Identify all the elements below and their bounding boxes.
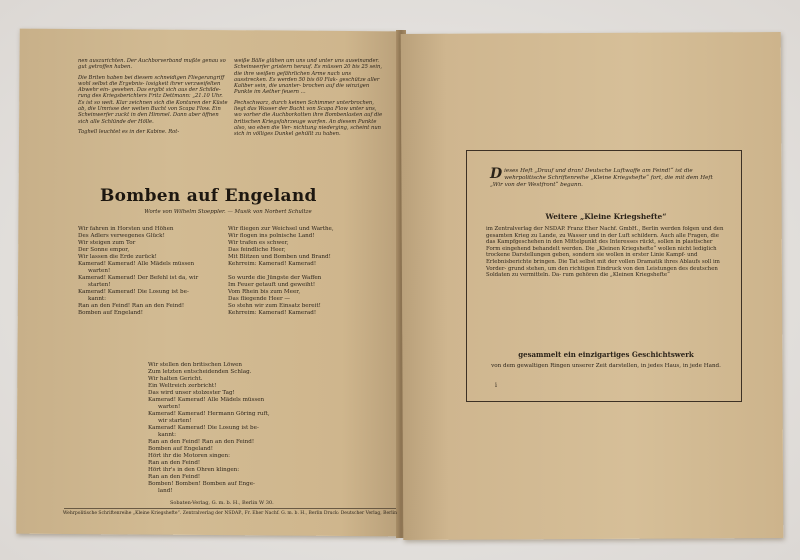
poem-line: warten! <box>88 268 111 274</box>
paragraph: Taghell leuchtet es in der Kabine. Rot- <box>78 128 180 135</box>
poem-line: Das wird unser stolzester Tag! <box>148 390 235 396</box>
paragraph: Pechschwarz, durch keinen Schimmer unterbrochen, liegt das Wasser der Bucht von Scapa Flow unter uns, wo vorher die Auchborkotten ihre Bombenlasten auf die britischen Kriegsfahrzeuge warfen. An diesem Punkte also, wo eben die Ver- nichtung niederging, scheint nun sich in völliges Dunkel gehüllt zu haben. <box>234 99 383 138</box>
poem-verse-3 <box>148 362 298 495</box>
advert-subheading: gesammelt ein einzigartiges Geschichtswerk <box>518 350 694 359</box>
poem-line: So stehn wir zum Einsatz bereit! <box>228 303 321 309</box>
poem-line: Wir stellen den britischen Löwen <box>148 362 243 368</box>
poem-line: Wir halten Gericht. <box>148 376 203 382</box>
poem-line: Kamerad! Kamerad! Der Befehl ist da, wir <box>78 275 199 281</box>
page-mark: i <box>495 382 497 389</box>
drop-cap: D <box>490 166 503 182</box>
poem-verse-1 <box>78 226 223 317</box>
poem-line: Das fliegende Heer — <box>228 296 291 302</box>
song-credits: Worte von Wilhelm Stoeppler. — Musik von Norbert Schultze <box>144 209 312 215</box>
poem-line <box>228 268 378 275</box>
poem-line: Bomben auf Engeland! <box>148 446 213 452</box>
poem-line: Kamerad! Kamerad! Alle Mädels müssen <box>148 397 265 403</box>
poem-line: kannt: <box>88 296 107 302</box>
poem-line: kannt: <box>158 432 177 438</box>
poem-line: Kamerad! Kamerad! Hermann Göring ruft, <box>148 411 270 417</box>
poem-line: Wir flogen ins polnische Land! <box>228 233 315 239</box>
left-text-column-1 <box>78 58 228 139</box>
footer-divider <box>64 508 396 509</box>
poem-line: Das feindliche Heer, <box>228 247 286 253</box>
paragraph: weiße Bälle glühen um uns und unter uns auseinander. Scheinwerfer gristern herauf. Es müssen 20 bis 25 sein, die ihre weißen gefährlichen Arme nach uns ausstrecken. Es werden 50 bis 60 Flak- geschütze aller Kaliber sein, die unanter- brochen auf die winzigen Punkte im Aether feuern ... <box>234 58 382 96</box>
poem-line: Der Sonne empor, <box>78 247 130 253</box>
poem-line: warten! <box>158 404 181 410</box>
left-text-column-2 <box>234 58 384 142</box>
poem-verse-2 <box>228 226 378 317</box>
paragraph: Die Briten haben bei diesem schneidigen Fliegerangriff wohl selbst die Ergebnis- losigkeit ihrer verzweifelten Abwehr ein- gesehen. Das ergibt sich aus der Schilde- rung des Kriegsberichters Fritz Dettmann: „21.10 Uhr. Es ist so weit. Klar zeichnen sich die Konturen der Küste ab, die Umrisse der weiten Bucht von Scapa Flow. Ein Scheinwerfer zuckt in den Himmel. Dann aber öffnen sich alle Schlünde der Hölle. <box>78 74 228 125</box>
advert-intro <box>490 168 722 189</box>
poem-line: Mit Blitzen und Bomben und Brand! <box>228 254 331 260</box>
poem-line: Kehrreim: Kamerad! Kamerad! <box>228 261 317 267</box>
poem-line: Hört ihr die Motoren singen: <box>148 453 230 459</box>
advert-closing: von dem gewaltigen Ringen unserer Zeit darstellen, in jedes Haus, in jede Hand. <box>491 363 721 369</box>
paragraph: nen auszurichten. Der Auchborverband mußte genau so gut getroffen haben. <box>78 58 226 71</box>
poem-line: Kehrreim: Kamerad! Kamerad! <box>228 310 317 316</box>
song-title: Bomben auf Engeland <box>100 186 317 206</box>
poem-line: Ein Weltreich zerbricht! <box>148 383 217 389</box>
poem-line: Hört ihr's in den Ohren klingen: <box>148 467 240 473</box>
poem-line: Wir fahren in Horsten und Höhen <box>78 226 174 232</box>
advert-heading: Weitere „Kleine Kriegshefte“ <box>545 212 667 221</box>
poem-line: Ran an den Feind! Ran an den Feind! <box>78 303 185 309</box>
poem-line: Kamerad! Kamerad! Die Losung ist be- <box>148 425 259 431</box>
poem-line: wir starten! <box>158 418 192 424</box>
advert-intro-text: ieses Heft „Drauf und dran! Deutsche Luftwaffe am Feind!“ ist die wehrpolitische Schriftenreihe „Kleine Kriegshefte“ fort, die mit dem Heft „Wir von der Westfront“ begann. <box>490 168 713 188</box>
advert-body: im Zentralverlag der NSDAP. Franz Eher Nachf. GmbH., Berlin werden folgen und den gesamten Krieg zu Lande, zu Wasser und in der Luft schildern. Auch alle Fragen, die das Kampfgeschehen in den Mittelpunkt des Interesses rückt, sollen in plastischer Form eingehend behandelt werden. Die „Kleinen Kriegshefte“ wollen nicht lediglich trockene Darstellungen geben, sondern sie wollen in erster Linie Kampf- und Erlebnisberichte bringen. Die Tat selbst mit der vollen Dramatik ihres Ablaufs soll im Vorder- grund stehen, um den richtigen Eindruck von den Leistungen des deutschen Soldaten zu vermitteln. Da- rum gehören die „Kleinen Kriegshefte“ <box>486 226 724 279</box>
poem-line: Im Feuer getauft und geweiht! <box>228 282 316 288</box>
poem-line: Ran an den Feind! Ran an den Feind! <box>148 439 255 445</box>
poem-line: Ran an den Feind! <box>148 474 201 480</box>
publisher-note: Sobaten-Verlag, G. m. b. H., Berlin W 30. <box>170 500 274 506</box>
poem-line: Kamerad! Kamerad! Alle Mädels müssen <box>78 261 195 267</box>
poem-line: Wir fliegen zur Weichsel und Warthe, <box>228 226 334 232</box>
poem-line: So wurde die Jüngste der Waffen <box>228 275 322 281</box>
poem-line: Des Adlers verwegenes Glück! <box>78 233 165 239</box>
page-footer: Wehrpolitische Schriftenreihe „Kleine Kriegshefte“. Zentralverlag der NSDAP., Fr. Eher Nachf. G. m. b. H., Berlin Druck: Deutscher Verlag, Berlin <box>62 511 398 516</box>
poem-line: Bomben auf Engeland! <box>78 310 143 316</box>
poem-line: Ran an den Feind! <box>148 460 201 466</box>
poem-line: Wir lassen die Erde zurück! <box>78 254 157 260</box>
poem-line: Wir steigen zum Tor <box>78 240 136 246</box>
poem-line: Bomben! Bomben! Bomben auf Enge- <box>148 481 255 487</box>
poem-line: Vom Rhein bis zum Meer, <box>228 289 301 295</box>
poem-line: starten! <box>88 282 111 288</box>
poem-line: Zum letzten entscheidenden Schlag. <box>148 369 252 375</box>
poem-line: Wir trafen es schwer, <box>228 240 289 246</box>
poem-line: land! <box>158 488 173 494</box>
poem-line: Kamerad! Kamerad! Die Losung ist be- <box>78 289 189 295</box>
